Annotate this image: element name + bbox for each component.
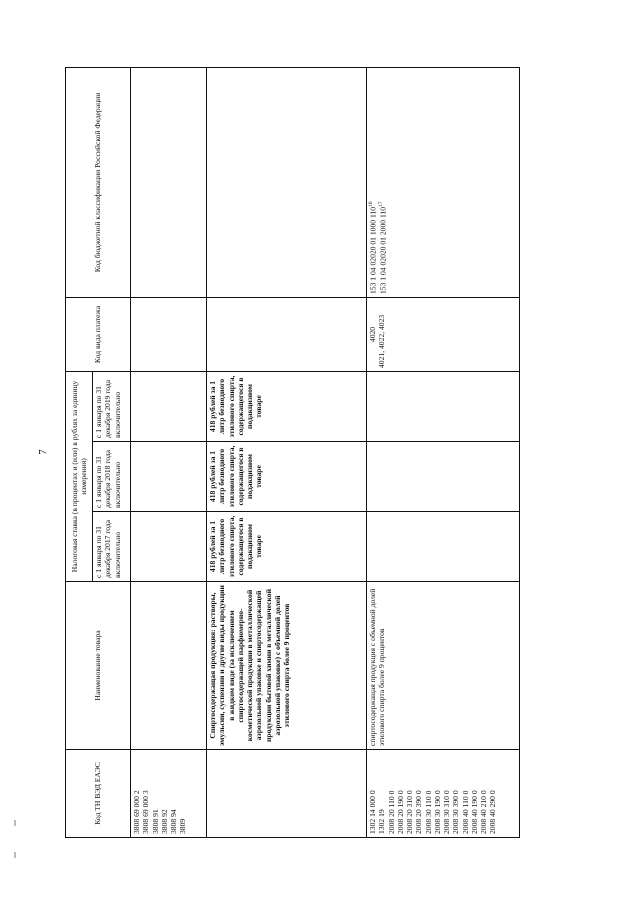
row1-codes — [131, 750, 207, 838]
tnved-code: 2008 30 190 0 — [432, 790, 442, 834]
header-code: Код ТН ВЭД ЕАЭС — [66, 750, 131, 838]
tnved-code: 1302 19 — [377, 809, 387, 834]
header-rate: Налоговая ставка (в процентах и (или) в рублях за единицу измерения) — [66, 371, 93, 581]
row1-rate-2018 — [131, 442, 207, 512]
row2-rate-2017: 418 рублей за 1 литр безводного этилового спирта, содержащегося в подакцизном товаре — [207, 512, 367, 582]
tnved-code: 2008 30 310 0 — [442, 790, 451, 834]
payment-code: 4020 — [368, 326, 377, 343]
kbk-code-line — [368, 71, 378, 294]
row1-name — [131, 582, 207, 750]
tnved-code: 2008 20 310 0 — [405, 790, 414, 834]
tnved-code: 3808 69 000 3 — [141, 790, 151, 834]
header-period-2017: с 1 января по 31 декабря 2017 года включительно — [93, 512, 131, 582]
header-name: Наименование товара — [66, 582, 131, 750]
row1-payment — [131, 297, 207, 371]
tnved-code: 1302 14 000 0 — [368, 790, 377, 834]
row3-codes — [367, 750, 520, 838]
kbk-code-line — [378, 71, 388, 294]
tnved-code: 3808 69 000 2 — [132, 790, 141, 834]
table-row — [207, 67, 367, 837]
row3-rate-2019 — [367, 371, 520, 441]
row3-payment — [367, 297, 520, 371]
payment-code: 4021, 4022, 4023 — [377, 314, 387, 368]
row2-rate-2019: 418 рублей за 1 литр безводного этилового спирта, содержащегося в подакцизном товаре — [207, 371, 367, 441]
header-budget-code: Код бюджетной классификации Российской Федерации — [66, 67, 131, 297]
table-row — [367, 67, 520, 837]
kbk-code: 153 1 04 02020 01 2000 110 — [378, 206, 388, 294]
header-period-2018: с 1 января по 31 декабря 2018 года включительно — [93, 442, 131, 512]
row2-kbk — [207, 67, 367, 297]
header-payment-type: Код вида платежа — [66, 297, 131, 371]
footnote-ref: 17 — [377, 201, 384, 207]
table-row — [131, 67, 207, 837]
row2-codes — [207, 750, 367, 838]
tnved-code: 2008 40 210 0 — [479, 790, 488, 834]
tnved-code: 2008 20 110 0 — [386, 790, 396, 834]
excise-rates-table — [65, 67, 520, 838]
tnved-code: 2008 40 290 0 — [488, 790, 498, 834]
tnved-code: 3808 92 — [159, 809, 169, 834]
row3-rate-2018 — [367, 442, 520, 512]
footnote-ref: 16 — [368, 201, 374, 207]
row2-name: Спиртосодержащая продукция: растворы, эмульсии, суспензии и другие виды продукции в жидком виде (за исключением спиртосодержащей парфюмерно-косметической продукции в металлической аэрозольной упаковке и спиртосодержащей продукции бытовой химии в металлической аэрозольной упаковке) с объемной долей этилового спирта более 9 процентов — [207, 582, 367, 750]
header-period-2019: с 1 января по 31 декабря 2019 года включительно — [93, 371, 131, 441]
page-number: 7 — [36, 449, 49, 455]
tnved-code: 2008 30 390 0 — [451, 790, 461, 834]
tnved-code: 2008 30 110 0 — [423, 790, 433, 834]
kbk-code: 153 1 04 02020 01 1000 110 — [368, 206, 378, 294]
row1-kbk — [131, 67, 207, 297]
tnved-code: 3808 94 — [169, 809, 178, 834]
row2-payment — [207, 297, 367, 371]
tnved-code: 2008 40 190 0 — [469, 790, 479, 834]
row1-rate-2019 — [131, 371, 207, 441]
tnved-code: 3808 91 — [150, 809, 160, 834]
row3-name: спиртосодержащая продукция с объемной долей этилового спирта более 9 процентов — [367, 582, 520, 750]
tnved-code: 2008 20 190 0 — [395, 790, 405, 834]
row1-rate-2017 — [131, 512, 207, 582]
row3-rate-2017 — [367, 512, 520, 582]
tnved-code: 3809 — [178, 818, 188, 834]
scan-mark — [14, 820, 16, 826]
row3-kbk — [367, 67, 520, 297]
rotated-table-container — [65, 68, 520, 838]
tnved-code: 2008 40 110 0 — [460, 790, 470, 834]
scan-mark — [14, 852, 16, 858]
tnved-code: 2008 20 390 0 — [414, 790, 424, 834]
row2-rate-2018: 418 рублей за 1 литр безводного этилового спирта, содержащегося в подакцизном товаре — [207, 442, 367, 512]
